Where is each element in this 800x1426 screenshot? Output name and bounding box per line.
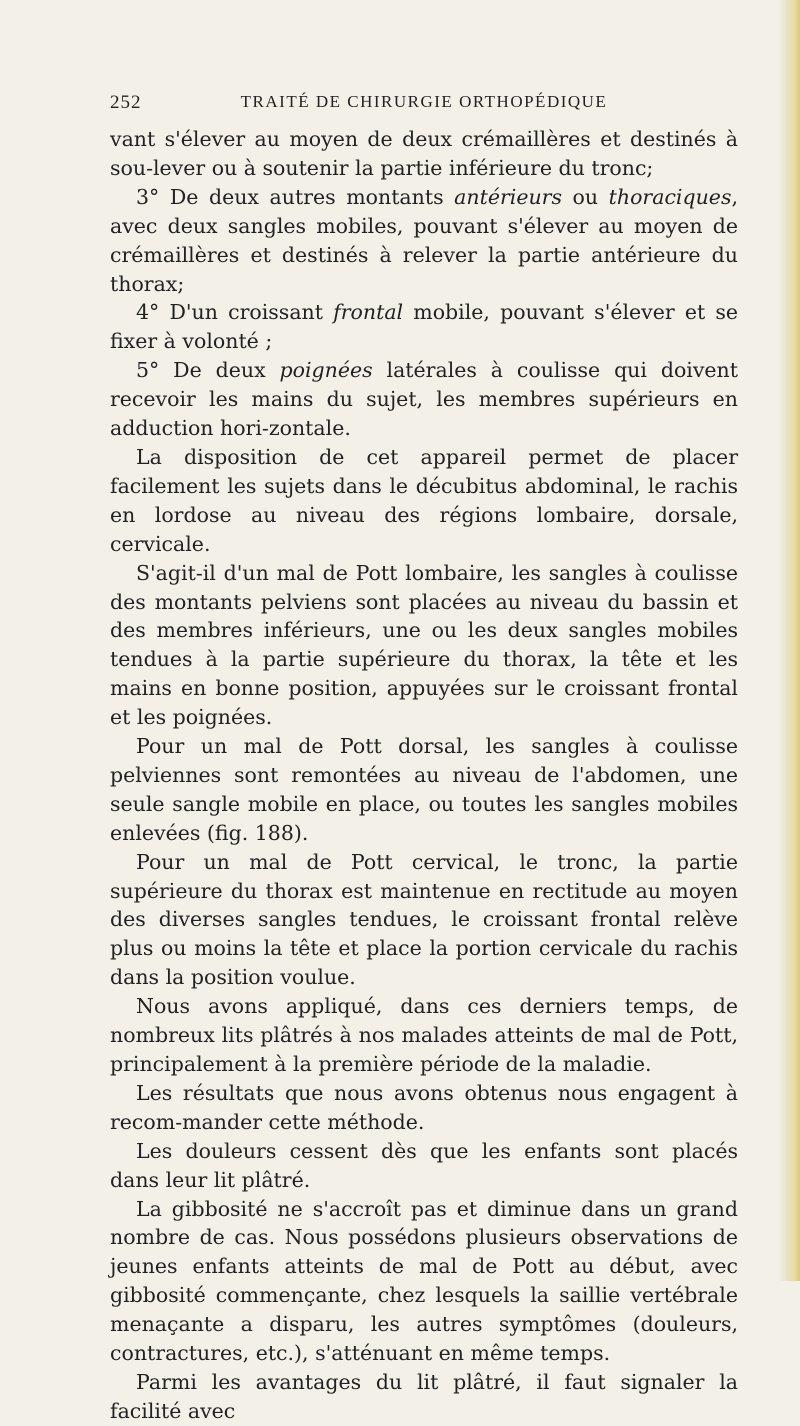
paragraph-item-5: 5° De deux poignées latérales à coulisse qui doivent recevoir les mains du sujet, les membres supérieurs en adduction hori-zontale. — [110, 358, 738, 441]
page-number: 252 — [110, 92, 142, 113]
paragraph: La gibbosité ne s'accroît pas et diminue dans un grand nombre de cas. Nous possédons plusieurs observations de jeunes enfants atteints de mal de Pott au début, avec gibbosité commençante, chez lesquels la saillie vertébrale menaçante a disparu, les autres symptômes (douleurs, contractures, etc.), s'atténuant en même temps. — [110, 1196, 738, 1366]
paragraph-item-3: 3° De deux autres montants antérieurs ou thoraciques, avec deux sangles mobiles, pouvant s'élever au moyen de crémaillères et destinés à relever la partie antérieure du thorax; — [110, 184, 738, 296]
paragraph: La disposition de cet appareil permet de placer facilement les sujets dans le décubitus abdominal, le rachis en lordose au niveau des régions lombaire, dorsale, cervicale. — [110, 444, 738, 556]
running-title: TRAITÉ DE CHIRURGIE ORTHOPÉDIQUE — [240, 92, 608, 111]
paragraph: Parmi les avantages du lit plâtré, il faut signaler la facilité avec — [110, 1369, 738, 1423]
paragraph-continuation: vant s'élever au moyen de deux crémaillères et destinés à sou-lever ou à soutenir la partie inférieure du tronc; — [110, 127, 738, 180]
body-text — [110, 125, 738, 1426]
paragraph: Les douleurs cessent dès que les enfants sont placés dans leur lit plâtré. — [110, 1138, 738, 1192]
paragraph: S'agit-il d'un mal de Pott lombaire, les sangles à coulisse des montants pelviens sont placées au niveau du bassin et des membres inférieurs, une ou les deux sangles mobiles tendues à la partie supérieure du thorax, la tête et les mains en bonne position, appuyées sur le croissant frontal et les poignées. — [110, 560, 738, 730]
page-header — [110, 92, 738, 116]
paragraph: Pour un mal de Pott cervical, le tronc, la partie supérieure du thorax est maintenue en rectitude au moyen des diverses sangles tendues, le croissant frontal relève plus ou moins la tête et place la portion cervicale du rachis dans la position voulue. — [110, 849, 738, 990]
paragraph: Les résultats que nous avons obtenus nous engagent à recom-mander cette méthode. — [110, 1080, 738, 1134]
paragraph: Nous avons appliqué, dans ces derniers temps, de nombreux lits plâtrés à nos malades atteints de mal de Pott, principalement à la première période de la maladie. — [110, 994, 738, 1076]
paragraph: Pour un mal de Pott dorsal, les sangles à coulisse pelviennes sont remontées au niveau de l'abdomen, une seule sangle mobile en place, ou toutes les sangles mobiles enlevées (fig. 188). — [110, 734, 738, 845]
paragraph-item-4: 4° D'un croissant frontal mobile, pouvant s'élever et se fixer à volonté ; — [110, 300, 739, 354]
page-edge — [778, 0, 800, 1281]
